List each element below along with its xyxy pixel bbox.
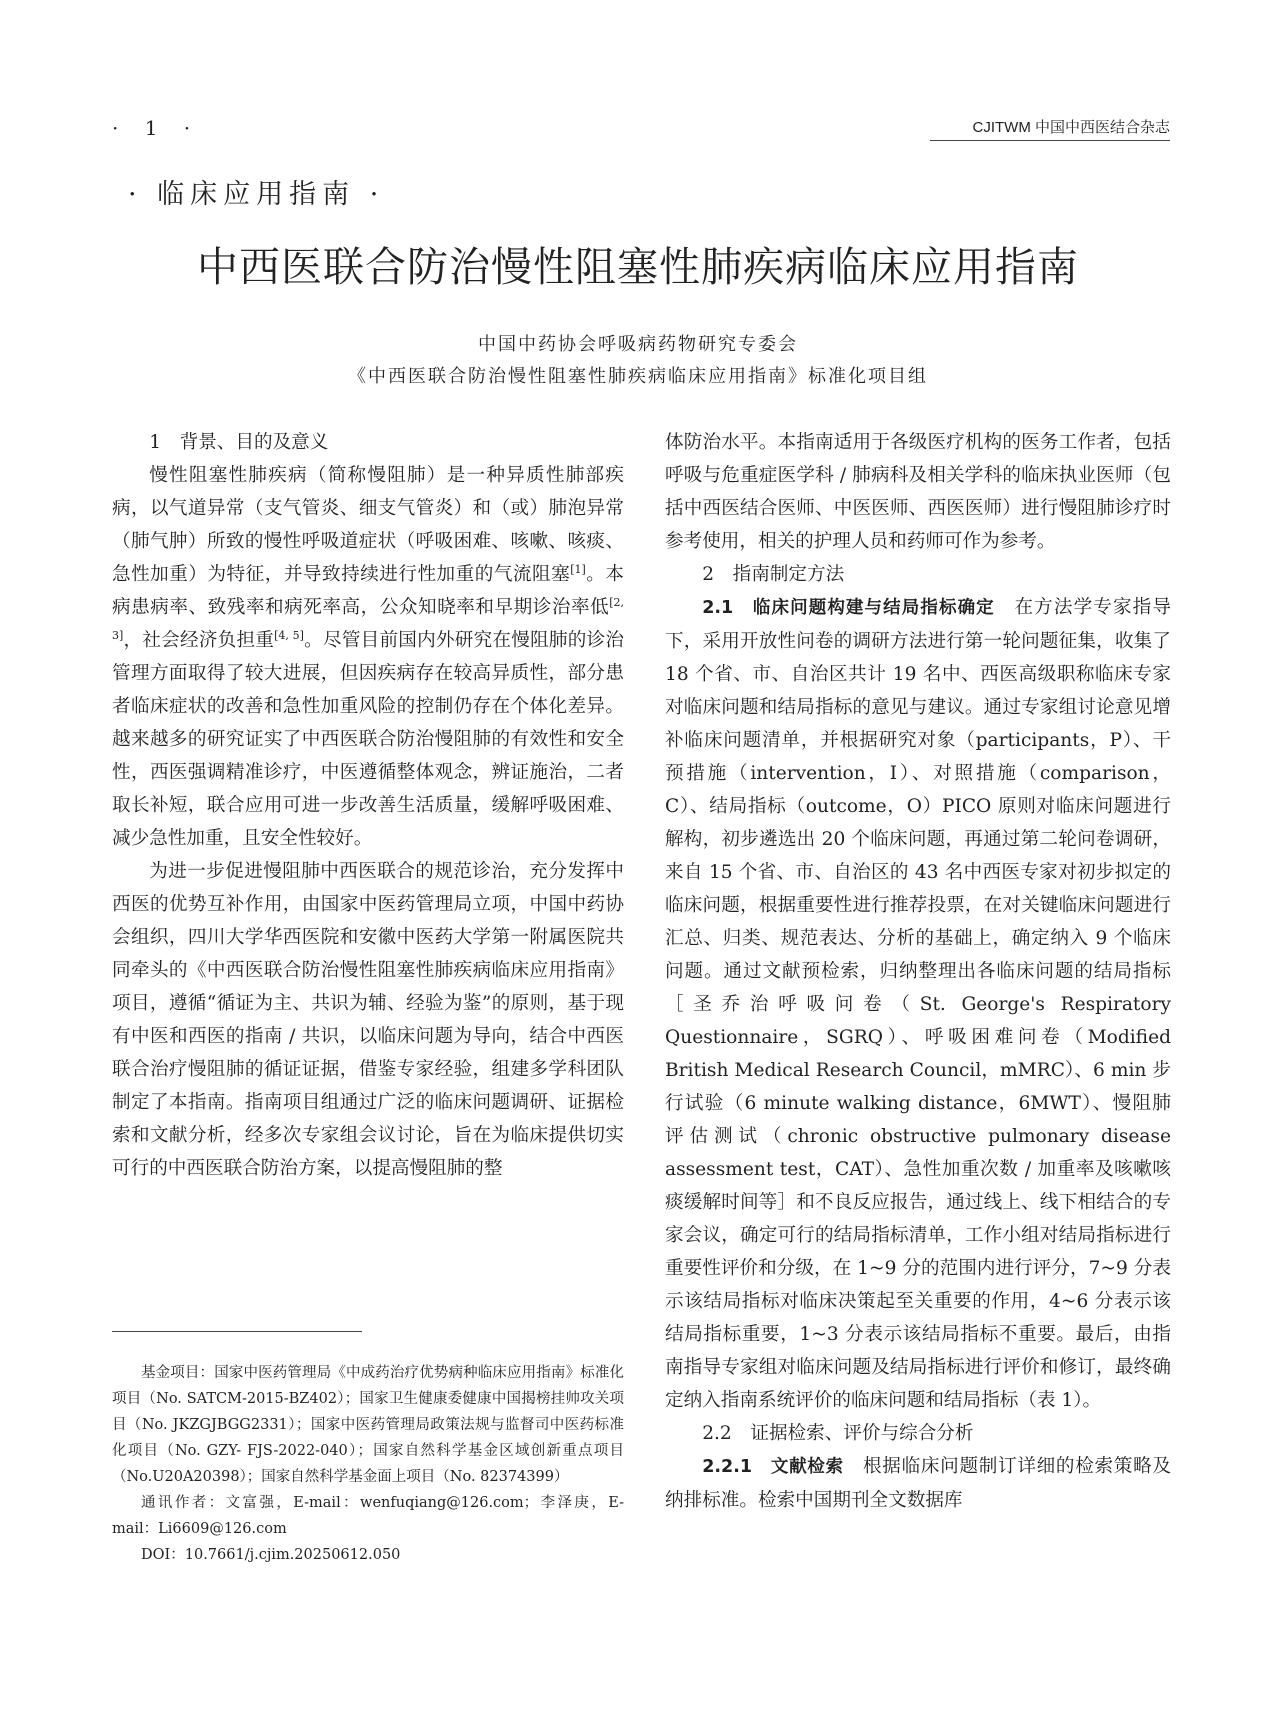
- footnotes: [112, 1360, 624, 1568]
- paragraph-2-2-1: [665, 1450, 1171, 1517]
- footnote-correspondence: 通讯作者：文富强，E-mail：wenfuqiang@126.com；李泽庚，E-mail：Li6609@126.com: [112, 1495, 624, 1537]
- paragraph-scope: 体防治水平。本指南适用于各级医疗机构的医务工作者，包括呼吸与危重症医学科 / 肺病科及相关学科的临床执业医师（包括中西医结合医师、中医医师、西医医师）进行慢阻肺诊疗时参考使用，相关的护理人员和药师可作为参考。: [665, 432, 1171, 552]
- page-number: · 1 ·: [112, 116, 201, 140]
- section-tag: · 临床应用指南 ·: [128, 179, 385, 210]
- citation: [2, 3]: [112, 595, 624, 642]
- citation: [4, 5]: [274, 628, 304, 642]
- text-run: 在方法学专家指导下，采用开放性问卷的调研方法进行第一轮问题征集，收集了 18 个省、市、自治区共计 19 名中、西医高级职称临床专家对临床问题和结局指标的意见与建议。通过专家组讨论意见增补临床问题清单，并根据研究对象（participants，P）、干预措施（intervention，I）、对照措施（comparison，C）、结局指标（outcome，O）PICO 原则对临床问题进行解构，初步遴选出 20 个临床问题，再通过第二轮问卷调研，来自 15 个省、市、自治区的 43 名中西医专家对初步拟定的临床问题，根据重要性进行推荐投票，在对关键临床问题进行汇总、归类、规范表达、分析的基础上，确定纳入 9 个临床问题。通过文献预检索，归纳整理出各临床问题的结局指标［圣乔治呼吸问卷（St. George's Respiratory Questionnaire，SGRQ）、呼吸困难问卷（Modified British Medical Research Council，mMRC）、6 min 步行试验（6 minute walking distance，6MWT）、慢阻肺评估测试（chronic obstructive pulmonary disease assessment test，CAT）、急性加重次数 / 加重率及咳嗽咳痰缓解时间等］和不良反应报告，通过线上、线下相结合的专家会议，确定可行的结局指标清单，工作小组对结局指标进行重要性评价和分级，在 1~9 分的范围内进行评分，7~9 分表示该结局指标对临床决策起至关重要的作用，4~6 分表示该结局指标重要，1~3 分表示该结局指标不重要。最后，由指南指导专家组对临床问题及结局指标进行评价和修订，最终确定纳入指南系统评价的临床问题和结局指标（表 1）。: [665, 597, 1171, 1411]
- paragraph-purpose: 为进一步促进慢阻肺中西医联合的规范诊治，充分发挥中西医的优势互补作用，由国家中医药管理局立项，中国中药协会组织，四川大学华西医院和安徽中医药大学第一附属医院共同牵头的《中西医联合防治慢性阻塞性肺疾病临床应用指南》项目，遵循“循证为主、共识为辅、经验为鉴”的原则，基于现有中医和西医的指南 / 共识，以临床问题为导向，结合中西医联合治疗慢阻肺的循证证据，借鉴专家经验，组建多学科团队制定了本指南。指南项目组通过广泛的临床问题调研、证据检索和文献分析，经多次专家组会议讨论，旨在为临床提供切实可行的中西医联合防治方案，以提高慢阻肺的整: [112, 861, 624, 1179]
- heading-methods: 2 指南制定方法: [702, 564, 845, 585]
- text-run: ，社会经济负担重: [123, 630, 275, 651]
- heading-2-2: 2.2 证据检索、评价与综合分析: [702, 1423, 974, 1444]
- author-line-2: 《中西医联合防治慢性阻塞性肺疾病临床应用指南》标准化项目组: [348, 366, 928, 387]
- heading-background: 1 背景、目的及意义: [149, 432, 329, 453]
- author-line-1: 中国中药协会呼吸病药物研究专委会: [478, 334, 798, 355]
- text-run: 。本病患病率、致残率和病死率高，公众知晓率和早期诊治率低: [112, 564, 624, 618]
- subheading-2-1: 2.1 临床问题构建与结局指标确定: [702, 598, 995, 618]
- paragraph-2-1: [665, 591, 1171, 1417]
- right-column: [665, 426, 1171, 1517]
- left-column: [112, 426, 624, 1185]
- footnote-funding: 基金项目：国家中医药管理局《中成药治疗优势病种临床应用指南》标准化项目（No. SATCM-2015-BZ402）；国家卫生健康委健康中国揭榜挂帅攻关项目（No. JKZGJBGG2331）；国家中医药管理局政策法规与监督司中医药标准化项目（No. GZY- FJS-2022-040）；国家自然科学基金区域创新重点项目（No.U20A20398）；国家自然科学基金面上项目（No. 82374399）: [112, 1365, 624, 1485]
- text-run: 。尽管目前国内外研究在慢阻肺的诊治管理方面取得了较大进展，但因疾病存在较高异质性，部分患者临床症状的改善和急性加重风险的控制仍存在个体化差异。越来越多的研究证实了中西医联合防治慢阻肺的有效性和安全性，西医强调精准诊疗，中医遵循整体观念，辨证施治，二者取长补短，联合应用可进一步改善生活质量，缓解呼吸困难、减少急性加重，且安全性较好。: [112, 630, 624, 849]
- paragraph-background: [112, 459, 624, 855]
- footnote-rule: [112, 1331, 362, 1332]
- article-title: 中西医联合防治慢性阻塞性肺疾病临床应用指南: [197, 243, 1079, 291]
- text-run: 根据临床问题制订详细的检索策略及纳排标准。检索中国期刊全文数据库: [665, 1456, 1171, 1511]
- text-run: 慢性阻塞性肺疾病（简称慢阻肺）是一种异质性肺部疾病，以气道异常（支气管炎、细支气管炎）和（或）肺泡异常（肺气肿）所致的慢性呼吸道症状（呼吸困难、咳嗽、咳痰、急性加重）为特征，并导致持续进行性加重的气流阻塞: [112, 465, 624, 585]
- header-rule: [930, 140, 1170, 141]
- subheading-2-2-1: 2.2.1 文献检索: [702, 1457, 844, 1477]
- journal-name: CJITWM 中国中西医结合杂志: [972, 119, 1170, 136]
- citation: [1]: [570, 562, 586, 576]
- footnote-doi: DOI：10.7661/j.cjim.20250612.050: [141, 1547, 401, 1563]
